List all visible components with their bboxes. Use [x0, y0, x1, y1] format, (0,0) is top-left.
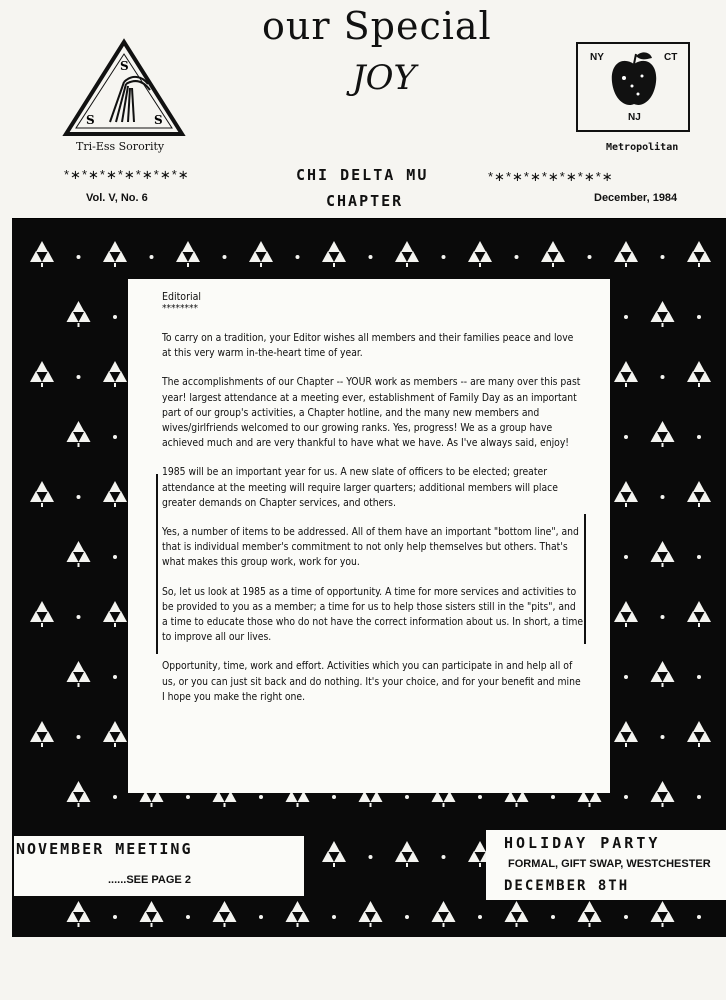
big-apple-icon [608, 50, 660, 112]
pattern-dot [624, 435, 628, 439]
tree-motif-icon [614, 601, 638, 627]
state-ny: NY [590, 52, 604, 63]
pattern-dot [661, 615, 665, 619]
pattern-dot [113, 435, 117, 439]
editorial-paragraph: The accomplishments of our Chapter -- YOUR work as members -- are many over this past year! largest attendance at a meeting ever, establishment of Family Day as an important part of our group's activities, a Chapter hotline, and the many new members and wives/girlfriends welcomed to our growing ranks. Yes, progress! We as a group have achieved much and are very thankful to have what we have. As I've always said, enjoy! [162, 376, 581, 450]
tree-motif-icon [30, 241, 54, 267]
tree-motif-icon [432, 901, 456, 927]
holiday-party-date: DECEMBER 8TH [504, 878, 630, 894]
pattern-dot [405, 915, 409, 919]
pattern-dot [332, 915, 336, 919]
tree-motif-icon [67, 661, 91, 687]
pattern-dot [697, 675, 701, 679]
tree-motif-icon [687, 601, 711, 627]
holiday-party-box [486, 830, 726, 900]
logo-letter-right: S [154, 113, 163, 127]
pattern-dot [77, 255, 81, 259]
tree-motif-icon [651, 301, 675, 327]
tree-motif-icon [687, 721, 711, 747]
pattern-dot [77, 495, 81, 499]
pattern-dot [113, 675, 117, 679]
tree-motif-icon [614, 481, 638, 507]
editorial-panel [128, 279, 610, 793]
pattern-dot [77, 615, 81, 619]
pattern-dot [113, 915, 117, 919]
tree-motif-icon [395, 841, 419, 867]
tree-motif-icon [103, 361, 127, 387]
tree-motif-icon [687, 241, 711, 267]
tri-ess-caption: Tri-Ess Sorority [76, 140, 165, 153]
tree-motif-icon [103, 721, 127, 747]
tree-motif-icon [140, 901, 164, 927]
pattern-dot [77, 735, 81, 739]
tree-motif-icon [103, 481, 127, 507]
state-nj: NJ [628, 112, 641, 123]
pattern-dot [661, 255, 665, 259]
pattern-dot [551, 915, 555, 919]
tree-motif-icon [30, 481, 54, 507]
editorial-side-bar-left [156, 474, 158, 654]
pattern-dot [369, 255, 373, 259]
see-page-note: ......SEE PAGE 2 [108, 874, 191, 886]
editorial-paragraph: Opportunity, time, work and effort. Activities which you can participate in and help all of us, or you can just sit back and do nothing. It's your choice, and for your benefit and mine I hope you make the right one. [162, 660, 581, 703]
pattern-dot [113, 555, 117, 559]
pattern-dot [332, 795, 336, 799]
metropolitan-caption: Metropolitan [606, 142, 679, 153]
tree-motif-icon [103, 241, 127, 267]
pattern-dot [259, 795, 263, 799]
pattern-dot [259, 915, 263, 919]
tree-motif-icon [395, 241, 419, 267]
tree-motif-icon [67, 421, 91, 447]
issue-number: Vol. V, No. 6 [86, 192, 148, 204]
pattern-dot [478, 795, 482, 799]
editorial-heading: Editorial [162, 291, 201, 303]
tree-motif-icon [249, 241, 273, 267]
editorial-paragraph: Yes, a number of items to be addressed. All of them have an important "bottom line", and that is individual member's commitment to not only help themselves but others. That's what makes this group work, work for you. [162, 526, 579, 569]
editorial-paragraph: So, let us look at 1985 as a time of opportunity. A time for more services and activities to be provided to you as a member; a time for us to help those sisters still in the "pits", and a time to educate those who do not have the correct information about us. In short, a time to improve all our lives. [162, 585, 584, 644]
star-divider-right: *∗*∗*∗*∗*∗*∗*∗ [488, 169, 614, 184]
pattern-dot [697, 795, 701, 799]
tree-motif-icon [651, 781, 675, 807]
pattern-dot [661, 495, 665, 499]
pattern-dot [150, 255, 154, 259]
tree-motif-icon [687, 361, 711, 387]
tree-motif-icon [30, 721, 54, 747]
tree-motif-icon [30, 601, 54, 627]
pattern-dot [661, 735, 665, 739]
pattern-dot [223, 255, 227, 259]
star-divider-left: *∗*∗*∗*∗*∗*∗*∗ [64, 167, 190, 182]
tree-motif-icon [651, 541, 675, 567]
chapter-name: CHI DELTA MU [296, 166, 429, 184]
tree-motif-icon [578, 901, 602, 927]
tree-motif-icon [30, 361, 54, 387]
newsletter-title: our Special [262, 4, 492, 48]
editorial-side-bar-right [584, 514, 586, 644]
editorial-paragraph: To carry on a tradition, your Editor wishes all members and their families peace and love at this very warm in-the-heart time of year. [162, 332, 574, 360]
logo-letter-left: S [86, 113, 95, 127]
tree-motif-icon [651, 661, 675, 687]
tree-motif-icon [614, 241, 638, 267]
pattern-dot [624, 795, 628, 799]
pattern-dot [442, 255, 446, 259]
pattern-dot [697, 315, 701, 319]
pattern-dot [624, 315, 628, 319]
tree-motif-icon [651, 901, 675, 927]
pattern-dot [77, 375, 81, 379]
pattern-dot [113, 795, 117, 799]
holiday-party-details: FORMAL, GIFT SWAP, WESTCHESTER [508, 858, 711, 870]
issue-date: December, 1984 [594, 192, 678, 204]
pattern-dot [296, 255, 300, 259]
pattern-dot [515, 255, 519, 259]
metropolitan-logo [576, 42, 690, 132]
tree-motif-icon [213, 901, 237, 927]
tree-motif-icon [67, 781, 91, 807]
newsletter-title-script: JOY [352, 58, 416, 98]
pattern-dot [661, 375, 665, 379]
pattern-dot [405, 795, 409, 799]
pattern-dot [697, 435, 701, 439]
tree-motif-icon [103, 601, 127, 627]
wheat-sheaf-icon [110, 77, 150, 122]
pattern-dot [551, 795, 555, 799]
logo-letter-top: S [120, 59, 129, 73]
pattern-dot [697, 555, 701, 559]
tree-motif-icon [67, 541, 91, 567]
editorial-paragraph: 1985 will be an important year for us. A new slate of officers to be elected; greater attendance at the meeting will require larger quarters; additional members will place greater demands on Chapter services, and others. [162, 466, 558, 509]
pattern-dot [624, 555, 628, 559]
pattern-dot [369, 855, 373, 859]
pattern-dot [624, 915, 628, 919]
tree-motif-icon [176, 241, 200, 267]
pattern-dot [186, 795, 190, 799]
tree-motif-icon [286, 901, 310, 927]
tree-motif-icon [322, 241, 346, 267]
tree-motif-icon [67, 301, 91, 327]
pattern-dot [478, 915, 482, 919]
tree-motif-icon [541, 241, 565, 267]
november-meeting-box [14, 836, 304, 896]
tree-motif-icon [651, 421, 675, 447]
pattern-dot [113, 315, 117, 319]
tree-motif-icon [614, 361, 638, 387]
tree-motif-icon [614, 721, 638, 747]
pattern-dot [624, 675, 628, 679]
tree-motif-icon [505, 901, 529, 927]
tree-motif-icon [322, 841, 346, 867]
pattern-dot [186, 915, 190, 919]
tree-motif-icon [67, 901, 91, 927]
tree-motif-icon [359, 901, 383, 927]
tree-motif-icon [687, 481, 711, 507]
november-meeting-title: NOVEMBER MEETING [16, 840, 193, 858]
tri-ess-triangle-logo [62, 38, 186, 138]
state-ct: CT [664, 52, 678, 63]
holiday-party-title: HOLIDAY PARTY [504, 834, 661, 852]
tree-motif-icon [468, 241, 492, 267]
pattern-dot [697, 915, 701, 919]
editorial-rule: ******** [162, 303, 198, 314]
pattern-dot [588, 255, 592, 259]
chapter-label: CHAPTER [326, 192, 404, 210]
pattern-dot [442, 855, 446, 859]
